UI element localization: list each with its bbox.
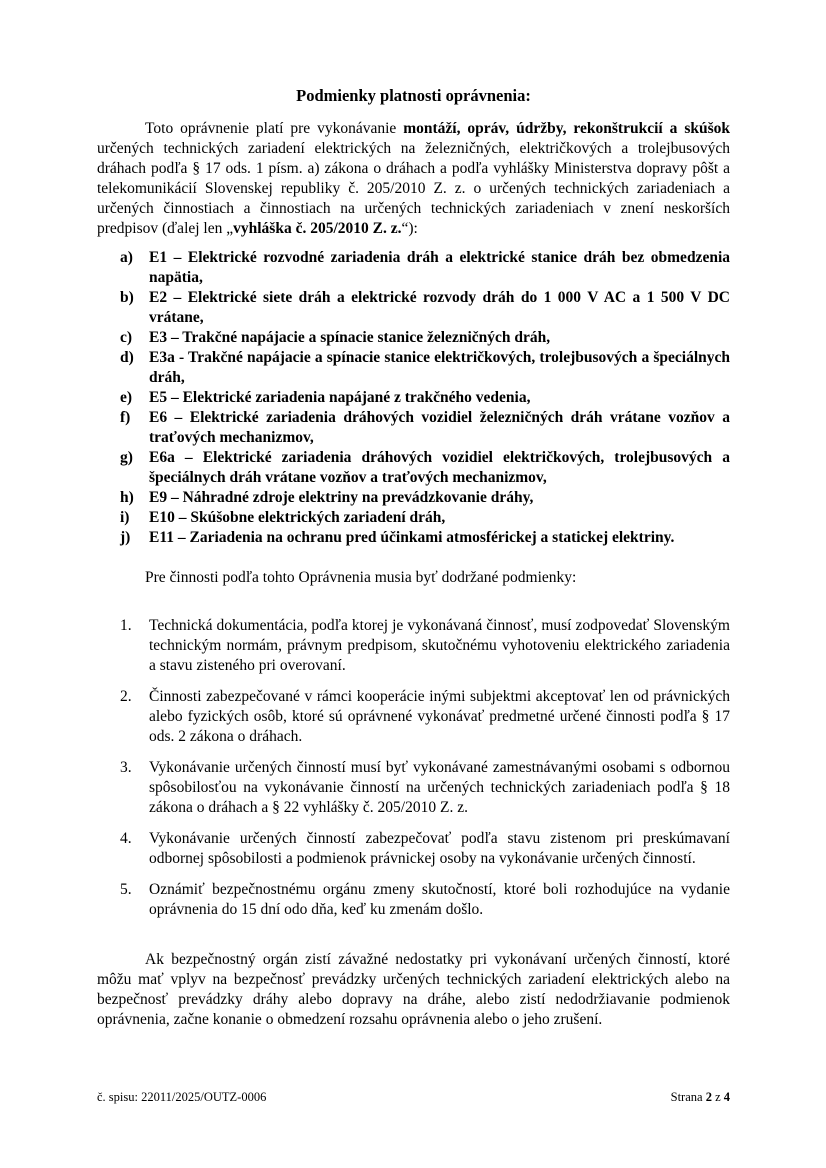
list-item-text: E10 – Skúšobne elektrických zariadení dráh, (149, 509, 446, 526)
page-number-label: Strana (670, 1090, 706, 1104)
list-item (120, 528, 730, 548)
list-item-marker: i) (120, 509, 130, 526)
page-number-total: 4 (723, 1090, 730, 1104)
conditions-lead: Pre činnosti podľa tohto Oprávnenia musia byť dodržané podmienky: (145, 569, 577, 586)
list-item-marker: j) (120, 529, 131, 546)
condition-text: Činnosti zabezpečované v rámci kooperácie inými subjektmi akceptovať len od právnických alebo fyzických osôb, ktoré sú oprávnené vykonávať predmetné určené činnosti podľa § 17 ods. 2 zákona o dráhach. (149, 688, 730, 745)
list-item-text: E3 – Trakčné napájacie a spínacie stanice železničných dráh, (149, 329, 551, 346)
list-item-text: E11 – Zariadenia na ochranu pred účinkami atmosférickej a statickej elektriny. (149, 529, 675, 546)
page-number (671, 1089, 730, 1105)
condition-marker: 1. (120, 617, 132, 634)
list-item-marker: b) (120, 289, 134, 306)
file-number: č. spisu: 22011/2025/OUTZ-0006 (97, 1090, 267, 1104)
list-item-text: E5 – Elektrické zariadenia napájané z trakčného vedenia, (149, 389, 531, 406)
page-title: Podmienky platnosti oprávnenia: (296, 86, 531, 105)
list-item (120, 288, 730, 328)
list-item-text: E1 – Elektrické rozvodné zariadenia dráh a elektrické stanice dráh bez obmedzenia napätia, (149, 249, 730, 286)
page-number-separator: z (711, 1090, 724, 1104)
list-item-marker: g) (120, 449, 133, 466)
page-footer (97, 1089, 730, 1105)
list-item-marker: e) (120, 389, 133, 406)
intro-text-1: Toto oprávnenie platí pre vykonávanie (145, 120, 404, 137)
list-item-text: E6a – Elektrické zariadenia dráhových vozidiel električkových, trolejbusových a špeciálnych dráh vrátane vozňov a traťových mechanizmov, (149, 449, 730, 486)
list-item-text: E9 – Náhradné zdroje elektriny na prevádzkovanie dráhy, (149, 489, 534, 506)
intro-bold-scope: montáží, opráv, údržby, rekonštrukcií a skúšok (403, 120, 730, 137)
intro-text-3: “): (401, 220, 418, 237)
list-item-text: E3a - Trakčné napájacie a spínacie stanice električkových, trolejbusových a špeciálnych dráh, (149, 349, 730, 386)
list-item-marker: a) (120, 249, 133, 266)
condition-marker: 2. (120, 688, 132, 705)
list-item (120, 488, 730, 508)
list-item (120, 508, 730, 528)
condition-item (120, 616, 730, 676)
closing-paragraph: Ak bezpečnostný orgán zistí závažné nedostatky pri vykonávaní určených činností, ktoré môžu mať vplyv na bezpečnosť prevádzky určených technických zariadení elektrických alebo na bezpečnosť prevádzky dráhy alebo dopravy na dráhe, alebo zistí nedodržiavanie podmienok oprávnenia, začne konanie o obmedzení rozsahu oprávnenia alebo o jeho zrušení. (97, 951, 730, 1028)
condition-item (120, 829, 730, 869)
intro-bold-decree: vyhláška č. 205/2010 Z. z. (233, 220, 402, 237)
list-item (120, 248, 730, 288)
condition-marker: 3. (120, 759, 132, 776)
list-item-text: E2 – Elektrické siete dráh a elektrické rozvody dráh do 1 000 V AC a 1 500 V DC vrátane, (149, 289, 730, 326)
list-item-marker: c) (120, 329, 133, 346)
condition-item (120, 880, 730, 920)
list-item-text: E6 – Elektrické zariadenia dráhových vozidiel železničných dráh vrátane vozňov a traťových mechanizmov, (149, 409, 730, 446)
intro-text-2: určených technických zariadení elektrických na železničných, električkových a trolejbusových dráhach podľa § 17 ods. 1 písm. a) zákona o dráhach a podľa vyhlášky Ministerstva dopravy pôšt a telekomunikácií Slovenskej republiky č. 205/2010 Z. z. o určených technických zariadeniach a určených činnostiach a činnostiach na určených technických zariadeniach v znení neskorších predpisov (ďalej len „ (97, 140, 730, 237)
list-item-marker: f) (120, 409, 131, 426)
condition-text: Technická dokumentácia, podľa ktorej je vykonávaná činnosť, musí zodpovedať Slovenským technickým normám, právnym predpisom, skutočnému vyhotoveniu elektrického zariadenia a stavu zisteného pri overovaní. (149, 617, 730, 674)
condition-item (120, 758, 730, 818)
condition-text: Vykonávanie určených činností zabezpečovať podľa stavu zistenom pri preskúmavaní odbornej spôsobilosti a podmienok právnickej osoby na vykonávanie určených činností. (149, 830, 730, 867)
conditions-list (120, 616, 730, 920)
equipment-list (120, 248, 730, 548)
list-item-marker: h) (120, 489, 134, 506)
list-item (120, 408, 730, 448)
list-item-marker: d) (120, 349, 134, 366)
condition-text: Vykonávanie určených činností musí byť vykonávané zamestnávanými osobami s odbornou spôsobilosťou na vykonávanie činností na určených technických zariadeniach podľa § 18 zákona o dráhach a § 22 vyhlášky č. 205/2010 Z. z. (149, 759, 730, 816)
list-item (120, 328, 730, 348)
intro-paragraph (97, 119, 730, 239)
page-number-current: 2 (705, 1090, 712, 1104)
list-item (120, 448, 730, 488)
condition-item (120, 687, 730, 747)
list-item (120, 348, 730, 388)
condition-marker: 4. (120, 830, 132, 847)
condition-marker: 5. (120, 881, 132, 898)
condition-text: Oznámiť bezpečnostnému orgánu zmeny skutočností, ktoré boli rozhodujúce na vydanie oprávnenia do 15 dní odo dňa, keď ku zmenám došlo. (149, 881, 730, 918)
list-item (120, 388, 730, 408)
